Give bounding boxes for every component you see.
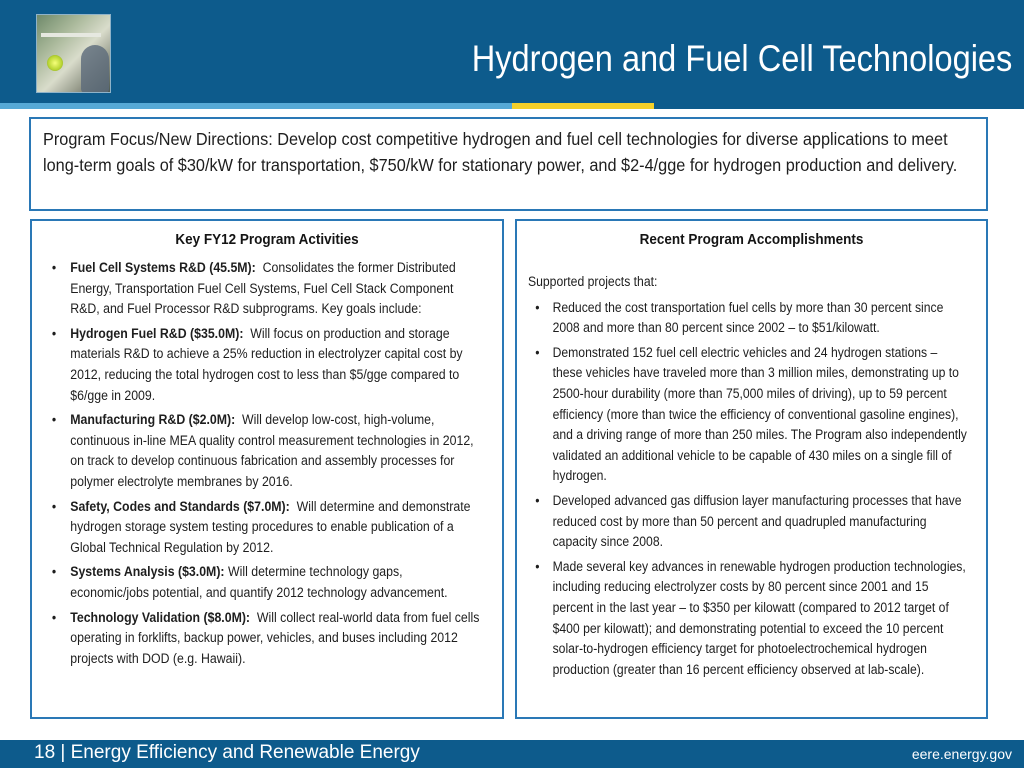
bullet-icon: • [535, 299, 540, 315]
accomplishment-text: Demonstrated 152 fuel cell electric vehicles and 24 hydrogen stations – these vehicles have traveled more than 3 million miles, demonstrating up to 2500-hour durability (more than 75,000 miles of driving), up to 59 percent efficiency (more than twice the efficiency of conventional gasoline engines), and a driving range of more than 250 miles. The Program also independently validated an additional vehicle to be capable of 430 miles on a single fill of hydrogen. [552, 344, 967, 484]
activity-item [50, 562, 482, 603]
accomplishment-item [528, 343, 969, 487]
activity-text: Will determine technology gaps, economic/jobs potential, and quantify 2012 technology advancement. [70, 564, 448, 600]
key-activities-panel [30, 219, 504, 719]
accomplishments-panel [515, 219, 988, 719]
bullet-icon: • [51, 609, 57, 625]
header-rule-yellow [512, 103, 654, 109]
slide-title: Hydrogen and Fuel Cell Technologies [471, 38, 1012, 79]
slide-footer [0, 740, 1024, 768]
accomplishments-body [528, 272, 969, 684]
key-activities-title: Key FY12 Program Activities [175, 231, 359, 248]
activity-text: Will collect real-world data from fuel cells operating in forklifts, backup power, vehicles, and buses including 2012 projects with DOD (e.g. Hawaii). [70, 609, 480, 666]
accomplishment-item [528, 491, 969, 553]
footer-website: eere.energy.gov [911, 746, 1012, 762]
key-activities-list [50, 258, 482, 669]
activity-item [50, 608, 482, 670]
header-rule-navy [654, 103, 1024, 109]
program-focus-box [29, 117, 988, 211]
activity-label: Fuel Cell Systems R&D (45.5M): [70, 260, 256, 275]
accomplishment-text: Reduced the cost transportation fuel cells by more than 30 percent since 2008 and more than 80 percent since 2002 – to $51/kilowatt. [552, 299, 944, 336]
bullet-icon: • [51, 564, 57, 580]
activity-text: Consolidates the former Distributed Energy, Transportation Fuel Cell Systems, Fuel Cell Stack Component R&D, and Fuel Processor R&D subprograms. Key goals include: [70, 260, 456, 317]
accomplishment-item [528, 298, 969, 339]
accomplishments-title: Recent Program Accomplishments [639, 231, 864, 248]
laboratory-photo-icon [36, 14, 111, 93]
activity-label: Safety, Codes and Standards ($7.0M): [70, 498, 290, 514]
activity-label: Technology Validation ($8.0M): [70, 609, 251, 625]
bullet-icon: • [51, 260, 57, 275]
accomplishments-intro: Supported projects that: [528, 274, 658, 289]
program-focus-text: Program Focus/New Directions: Develop cost competitive hydrogen and fuel cell technologies for diverse applications to meet long-term goals of $30/kW for transportation, $750/kW for stationary power, and $2-4/gge for hydrogen production and delivery. [43, 129, 958, 175]
key-activities-body [50, 258, 482, 673]
bullet-icon: • [535, 492, 540, 508]
accomplishment-item [528, 557, 969, 681]
accomplishment-text: Made several key advances in renewable hydrogen production technologies, including reducing electrolyzer costs by 80 percent since 2001 and 15 percent in the last year – to $350 per kilowatt (compared to 2012 target of $400 per kilowatt); and demonstrating potential to exceed the 10 percent solar-to-hydrogen efficiency target for photoelectrochemical hydrogen production (greater than 16 percent efficiency observed at lab-scale). [552, 558, 966, 677]
bullet-icon: • [51, 412, 57, 428]
activity-item [50, 324, 482, 406]
header-rule-blue [0, 103, 512, 109]
bullet-icon: • [535, 344, 540, 360]
accomplishments-list [528, 298, 969, 681]
activity-item [50, 258, 482, 320]
activity-label: Systems Analysis ($3.0M): [70, 564, 225, 580]
bullet-icon: • [51, 325, 57, 341]
slide-header [0, 0, 1024, 103]
footer-slide-label: 18 | Energy Efficiency and Renewable Energy [34, 742, 420, 763]
accomplishment-text: Developed advanced gas diffusion layer manufacturing processes that have reduced cost by more than 50 percent and quadrupled manufacturing capacity since 2008. [552, 492, 962, 550]
activity-text: Will develop low-cost, high-volume, continuous in-line MEA quality control measurement technologies in 2012, on track to develop continuous fabrication and assembly processes for polymer electrolyte membranes by 2016. [70, 412, 474, 489]
activity-text: Will determine and demonstrate hydrogen storage system testing procedures to enable publication of a Global Technical Regulation by 2012. [70, 498, 471, 555]
bullet-icon: • [535, 558, 540, 574]
activity-item [50, 497, 482, 559]
activity-text: Will focus on production and storage materials R&D to achieve a 25% reduction in electrolyzer capital cost by 2012, reducing the total hydrogen cost to less than $5/gge compared to $6/gge in 2009. [70, 325, 463, 403]
activity-label: Hydrogen Fuel R&D ($35.0M): [70, 325, 244, 341]
bullet-icon: • [51, 498, 57, 514]
activity-label: Manufacturing R&D ($2.0M): [70, 412, 236, 428]
activity-item [50, 410, 482, 492]
